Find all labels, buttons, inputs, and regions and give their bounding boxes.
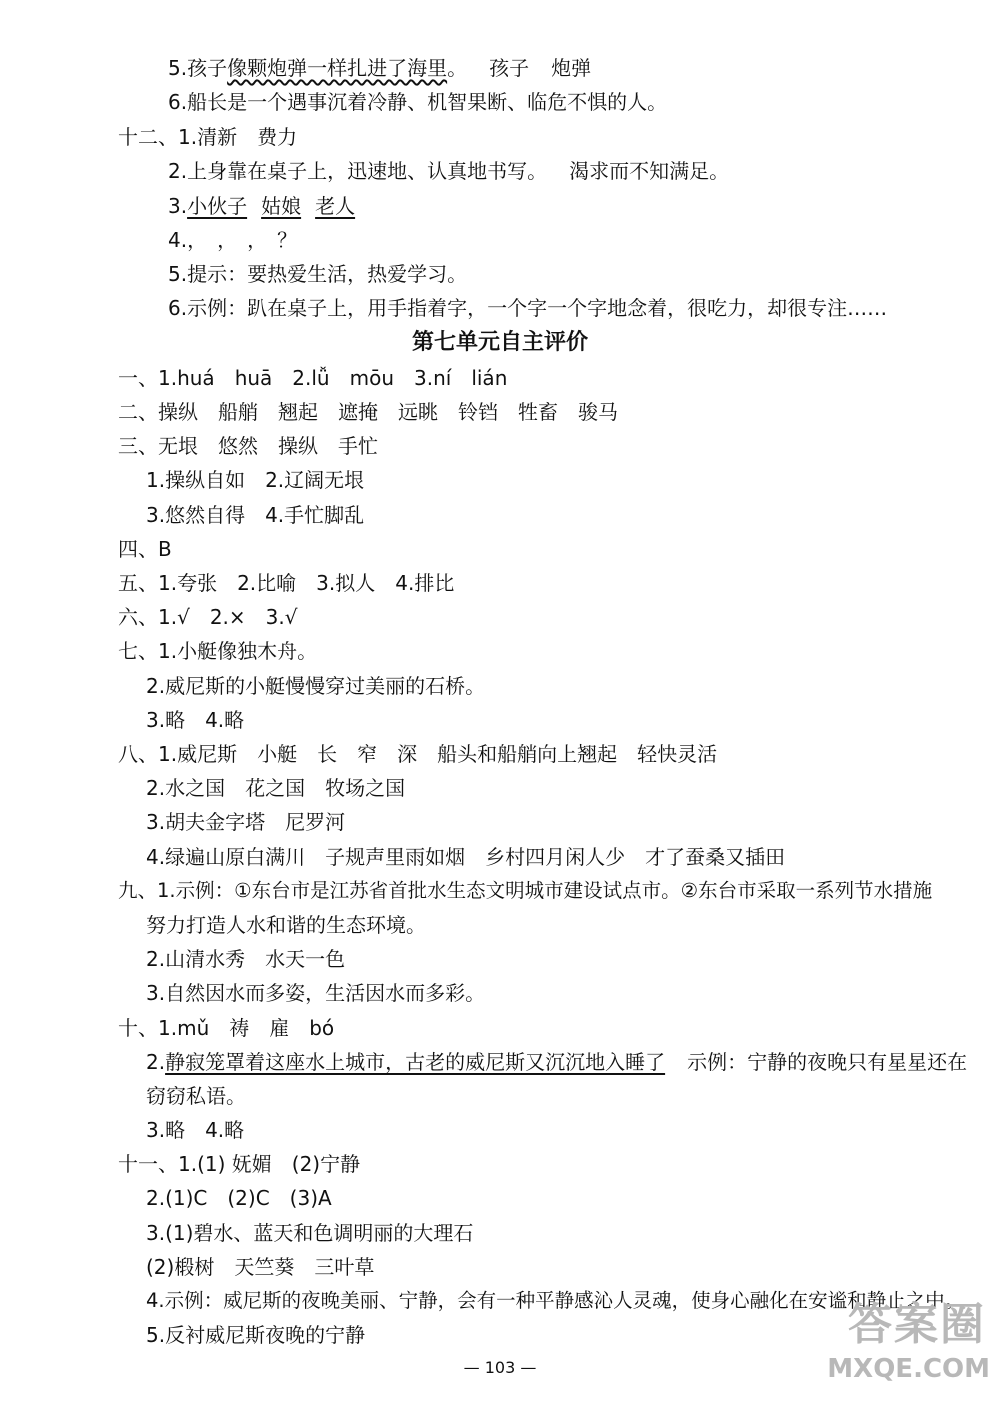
answer-line: 3.略 4.略 — [146, 1118, 245, 1142]
answer-text: 2. — [146, 1050, 166, 1074]
answer-text: 孩子 — [489, 56, 530, 80]
answer-line: 1.操纵自如 2.辽阔无垠 — [146, 468, 365, 492]
answer-line: 3.自然因水而多姿，生活因水而多彩。 — [146, 981, 486, 1005]
answer-line: 4.， ， ， ？ — [168, 228, 298, 252]
answer-line — [146, 1050, 967, 1074]
answer-line: 八、1.威尼斯 小艇 长 窄 深 船头和船艄向上翘起 轻快灵活 — [118, 742, 718, 766]
answer-line: 3.(1)碧水、蓝天和色调明丽的大理石 — [146, 1221, 474, 1245]
answer-line: 十二、1.清新 费力 — [118, 125, 298, 149]
answer-line: 一、1.huá huā 2.lǚ mōu 3.ní lián — [118, 366, 508, 390]
answer-line: 四、B — [118, 537, 172, 561]
page-number: — 103 — — [463, 1358, 537, 1377]
answer-text: 示例：宁静的夜晚只有星星还在 — [687, 1050, 968, 1074]
answer-line: 十、1.mǔ 祷 雇 bó — [118, 1016, 335, 1040]
answer-line: 七、1.小艇像独木舟。 — [118, 639, 318, 663]
answer-line — [168, 159, 729, 183]
underlined-text: 静寂笼罩着这座水上城市，古老的威尼斯又沉沉地入睡了 — [165, 1050, 666, 1074]
answer-line: 六、1.√ 2.× 3.√ — [118, 605, 298, 629]
answer-line: 2.山清水秀 水天一色 — [146, 947, 346, 971]
answer-line: 窃窃私语。 — [146, 1084, 246, 1108]
answer-line: 4.示例：威尼斯的夜晚美丽、宁静，会有一种平静感沁人灵魂，使身心融化在安谧和静止之中。 — [146, 1289, 965, 1312]
answer-line: 2.威尼斯的小艇慢慢穿过美丽的石桥。 — [146, 674, 486, 698]
answer-line: 2.水之国 花之国 牧场之国 — [146, 776, 406, 800]
watermark — [796, 1288, 996, 1408]
answer-line: 十一、1.(1) 妩媚 (2)宁静 — [118, 1152, 361, 1176]
answer-text: 。 — [447, 56, 468, 80]
answer-line: 九、1.示例：①东台市是江苏省首批水生态文明城市建设试点市。②东台市采取一系列节水措施 — [118, 879, 933, 902]
answer-line: 3.悠然自得 4.手忙脚乱 — [146, 503, 365, 527]
underlined-text: 姑娘 — [261, 194, 302, 218]
section-title: 第七单元自主评价 — [411, 330, 588, 355]
answer-line: 4.绿遍山原白满川 子规声里雨如烟 乡村四月闲人少 才了蚕桑又插田 — [146, 845, 786, 869]
answer-line — [168, 56, 591, 80]
underlined-text: 小伙子 — [187, 194, 248, 218]
answer-line: 3.略 4.略 — [146, 708, 245, 732]
answer-line: 三、无垠 悠然 操纵 手忙 — [118, 434, 378, 458]
answer-line: (2)椴树 天竺葵 三叶草 — [146, 1255, 375, 1279]
watermark-url: MXQE.COM — [827, 1354, 990, 1384]
answer-line: 3.胡夫金字塔 尼罗河 — [146, 810, 346, 834]
underlined-text: 老人 — [315, 194, 356, 218]
answer-line: 6.示例：趴在桌子上，用手指着字，一个字一个字地念着，很吃力，却很专注…… — [168, 296, 888, 320]
answer-line: 5.反衬威尼斯夜晚的宁静 — [146, 1323, 366, 1347]
answer-line: 努力打造人水和谐的生态环境。 — [146, 913, 426, 937]
answer-line: 五、1.夸张 2.比喻 3.拟人 4.排比 — [118, 571, 455, 595]
answer-text: 2.上身靠在桌子上，迅速地、认真地书写。 — [168, 159, 548, 183]
answer-text: 3. — [168, 194, 188, 218]
answer-line: 2.(1)C (2)C (3)A — [146, 1186, 332, 1210]
answer-text: 5.孩子 — [168, 56, 228, 80]
answer-text: 炮弹 — [551, 56, 592, 80]
answer-line: 二、操纵 船艄 翘起 遮掩 远眺 铃铛 牲畜 骏马 — [118, 400, 618, 424]
answer-line — [168, 194, 355, 218]
answer-line: 5.提示：要热爱生活，热爱学习。 — [168, 262, 468, 286]
watermark-logo: 答案圈 — [848, 1299, 986, 1350]
wavy-underlined-text: 像颗炮弹一样扎进了海里 — [227, 56, 448, 80]
answer-line: 6.船长是一个遇事沉着冷静、机智果断、临危不惧的人。 — [168, 90, 668, 114]
answer-text: 渴求而不知满足。 — [569, 159, 730, 183]
